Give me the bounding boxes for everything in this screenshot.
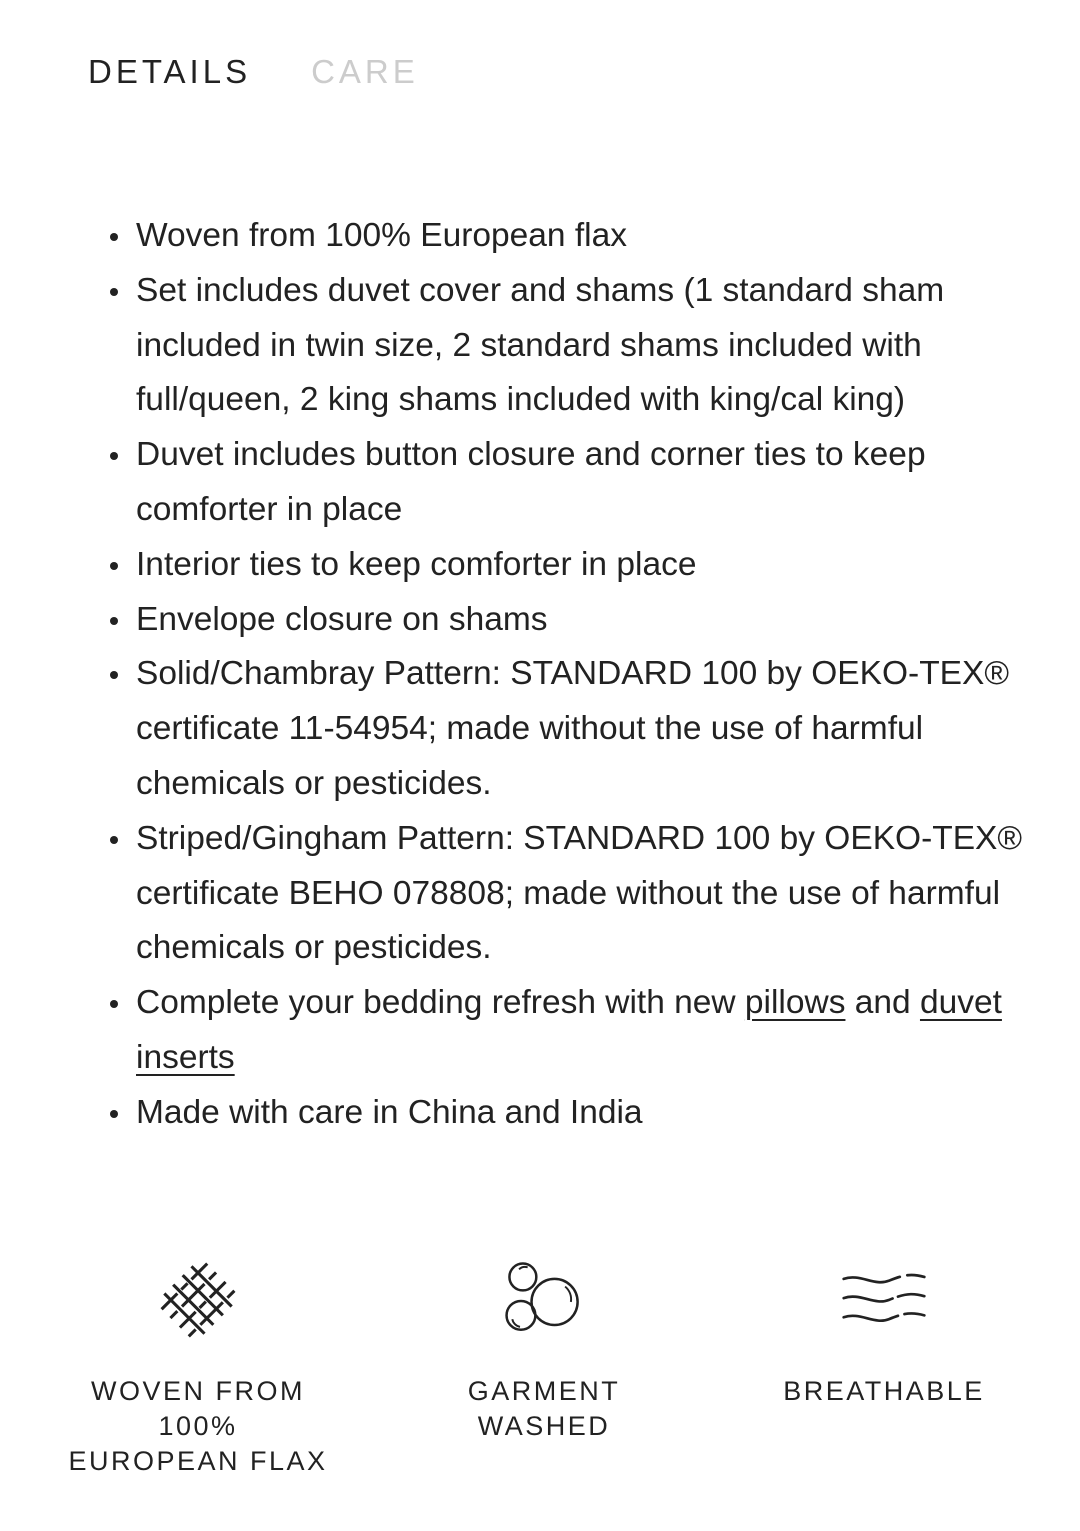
- list-item: Interior ties to keep comforter in place: [104, 538, 1024, 593]
- feature-icons: [0, 1252, 1080, 1522]
- tab-care[interactable]: CARE: [311, 53, 419, 90]
- details-list: [104, 209, 1024, 1141]
- list-item: Made with care in China and India: [104, 1086, 1024, 1141]
- pillows-link[interactable]: pillows: [744, 984, 846, 1022]
- feature-woven-flax: [68, 1252, 328, 1479]
- list-item: Duvet includes button closure and corner ties to keep comforter in place: [104, 428, 1024, 538]
- list-item: Set includes duvet cover and shams (1 standard sham included in twin size, 2 standard shams included with full/queen, 2 king shams included with king/cal king): [104, 264, 1024, 428]
- list-item: Solid/Chambray Pattern: STANDARD 100 by OEKO-TEX® certificate 11-54954; made without the use of harmful chemicals or pesticides.: [104, 647, 1024, 811]
- feature-garment-washed: [414, 1252, 674, 1444]
- waves-icon: [836, 1252, 932, 1348]
- list-item-refresh: [104, 976, 1024, 1086]
- tab-details[interactable]: DETAILS: [88, 53, 252, 90]
- refresh-prefix: Complete your bedding refresh with new: [136, 984, 745, 1022]
- feature-label: BREATHABLE: [783, 1376, 985, 1406]
- list-item: Woven from 100% European flax: [104, 209, 1024, 264]
- feature-breathable: [754, 1252, 1014, 1409]
- list-item: Striped/Gingham Pattern: STANDARD 100 by OEKO-TEX® certificate BEHO 078808; made without the use of harmful chemicals or pesticides.: [104, 812, 1024, 976]
- duvet-inserts-link[interactable]: duvet inserts: [136, 984, 1002, 1076]
- woven-flax-icon: [150, 1252, 246, 1348]
- tab-bar: [88, 50, 419, 94]
- refresh-middle: and: [845, 984, 920, 1022]
- bubbles-icon: [496, 1252, 592, 1348]
- feature-label: WOVEN FROM 100% EUROPEAN FLAX: [68, 1376, 328, 1476]
- list-item: Envelope closure on shams: [104, 593, 1024, 648]
- feature-label: GARMENT WASHED: [467, 1376, 621, 1441]
